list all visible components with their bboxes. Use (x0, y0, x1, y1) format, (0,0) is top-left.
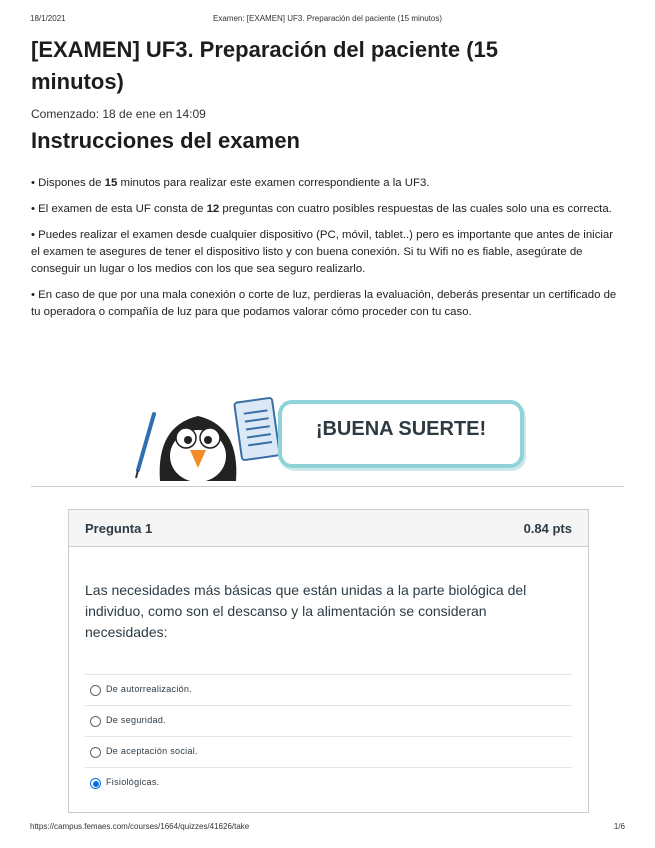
instruction-item: • Dispones de 15 minutos para realizar este examen correspondiente a la UF3. (31, 177, 430, 189)
print-url: https://campus.femaes.com/courses/1664/quizzes/41626/take (30, 822, 250, 831)
answer-option[interactable] (85, 674, 572, 705)
page-number: 1/6 (613, 822, 625, 831)
pen-icon (136, 414, 154, 478)
answer-option[interactable] (85, 705, 572, 736)
instruction-item: • Puedes realizar el examen desde cualquier dispositivo (PC, móvil, tablet..) pero es importante que antes de iniciar el examen te asegures de tener el dispositivo listo y con buena conexión. Si tu Wifi no es fiable, asegúrate de conseguir un lugar o los medios con los que sea seguro realizarlo. (31, 229, 614, 275)
radio-button[interactable] (90, 716, 101, 727)
question-card (68, 509, 589, 813)
answer-list (85, 674, 572, 798)
print-title: Examen: [EXAMEN] UF3. Preparación del paciente (15 minutos) (213, 14, 442, 23)
instructions-heading: Instrucciones del examen (31, 128, 300, 153)
banner-text: ¡BUENA SUERTE! (315, 418, 487, 440)
print-date: 18/1/2021 (30, 14, 66, 23)
print-header (30, 14, 625, 26)
exam-sheet-icon (234, 398, 280, 461)
answer-label: Fisiológicas. (106, 777, 160, 787)
answer-label: De aceptación social. (106, 746, 198, 756)
started-timestamp: Comenzado: 18 de ene en 14:09 (31, 107, 206, 121)
instruction-item: • El examen de esta UF consta de 12 preguntas con cuatro posibles respuestas de las cuales solo una es correcta. (31, 203, 612, 215)
radio-button[interactable] (90, 778, 101, 789)
banner-bubble (278, 400, 524, 468)
question-title: Pregunta 1 (85, 521, 153, 536)
instructions-list (31, 175, 621, 330)
answer-label: De seguridad. (106, 715, 166, 725)
radio-button[interactable] (90, 747, 101, 758)
question-text: Las necesidades más básicas que están unidas a la parte biológica del individuo, como son el descanso y la alimentación se consideran necesidades: (85, 582, 527, 640)
good-luck-banner (120, 386, 530, 486)
instruction-item: • En caso de que por una mala conexión o corte de luz, perdieras la evaluación, deberás presentar un certificado de tu operadora o compañía de luz para que podamos valorar cómo proceder con tu caso. (31, 289, 617, 318)
page-title: [EXAMEN] UF3. Preparación del paciente (15 minutos) (31, 37, 499, 94)
question-header (69, 510, 588, 547)
answer-label: De autorrealización. (106, 684, 193, 694)
penguin-icon (160, 416, 237, 482)
question-points: 0.84 pts (523, 521, 572, 536)
radio-button[interactable] (90, 685, 101, 696)
divider (31, 486, 624, 487)
answer-option[interactable] (85, 736, 572, 767)
answer-option[interactable] (85, 767, 572, 798)
